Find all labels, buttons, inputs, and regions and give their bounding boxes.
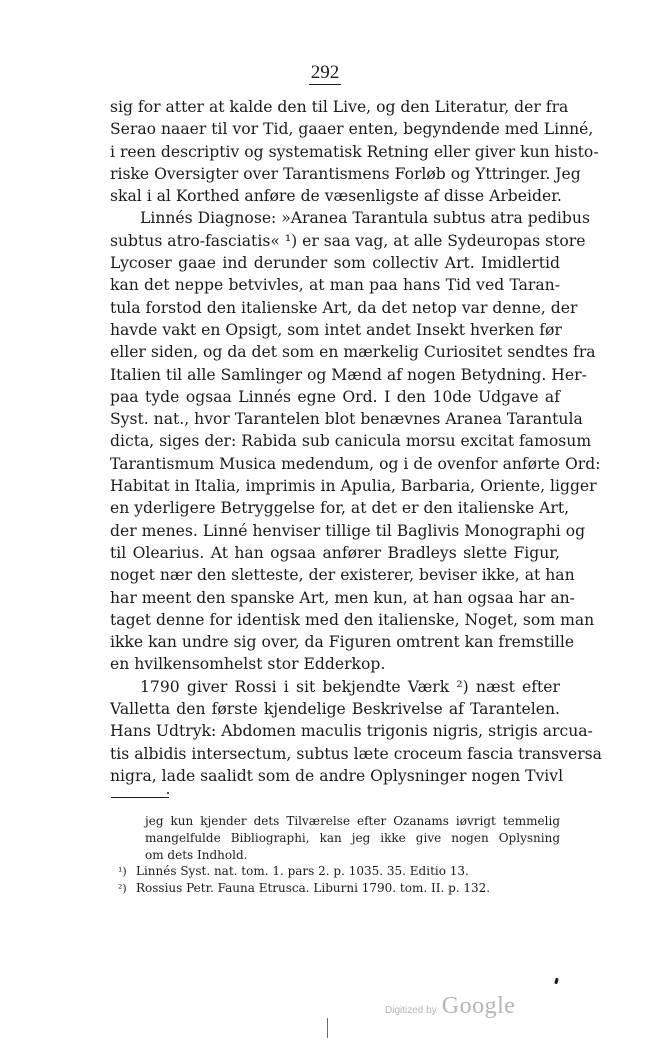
text-line: 1790 giver Rossi i sit bekjendte Værk ²) næst efter (140, 677, 560, 696)
text-line: Serao naaer til vor Tid, gaaer enten, begyndende med Linné, (110, 120, 594, 139)
text-line: dicta, siges der: Rabida sub canicula morsu excitat famosum (110, 432, 592, 451)
text-line: til Olearius. At han ogsaa anfører Bradleys slette Figur, (110, 543, 560, 562)
footnote-1 (118, 863, 560, 880)
text-line: nigra, lade saalidt som de andre Oplysninger nogen Tvivl (110, 766, 564, 785)
footnotes (118, 813, 560, 897)
footnote-marker: ²) (118, 882, 127, 896)
digitized-watermark (385, 993, 515, 1023)
footnote-rule (111, 790, 171, 802)
text-line: har meent den spanske Art, men kun, at han ogsaa har an- (110, 588, 575, 607)
text-line: tis albidis intersectum, subtus læte croceum fascia transversa (110, 744, 602, 763)
text-line: taget denne for identisk med den italienske, Noget, som man (110, 610, 595, 629)
text-line: kan det neppe betvivles, at man paa hans Tid ved Taran- (110, 276, 560, 295)
page-number-text: 292 (310, 62, 340, 83)
rule-dot (167, 792, 169, 794)
text-line: Habitat in Italia, imprimis in Apulia, Barbaria, Oriente, ligger (110, 477, 597, 496)
margin-mark (327, 1018, 328, 1038)
text-line: paa tyde ogsaa Linnés egne Ord. I den 10de Udgave af (110, 387, 560, 406)
text-line: noget nær den sletteste, der existerer, beviser ikke, at han (110, 566, 575, 585)
text-line: sig for atter at kalde den til Live, og den Literatur, der fra (110, 98, 569, 116)
text-line: Tarantismum Musica medendum, og i de ovenfor anførte Ord: (110, 454, 601, 473)
footnote-divider (111, 797, 169, 798)
footnote-marker: ¹) (118, 865, 127, 879)
text-line: Italien til alle Samlinger og Mænd af nogen Betydning. Her- (110, 365, 587, 384)
text-line: Valletta den første kjendelige Beskrivelse af Tarantelen. (110, 700, 560, 719)
text-line: havde vakt en Opsigt, som intet andet Insekt hverken før (110, 320, 562, 339)
footnote-continuation-line: mangelfulde Bibliographi, kan jeg ikke give nogen Oplysning (145, 830, 560, 845)
footnote-continuation-line: jeg kun kjender dets Tilværelse efter Ozanams iøvrigt temmelig (145, 814, 560, 828)
text-line: Lycoser gaae ind derunder som collectiv Art. Imidlertid (110, 254, 560, 273)
body-text (110, 96, 602, 787)
text-line: ikke kan undre sig over, da Figuren omtrent kan fremstille (110, 633, 575, 652)
page-number (0, 62, 650, 85)
text-line: en hvilkensomhelst stor Edderkop. (110, 655, 386, 674)
text-line: Hans Udtryk: Abdomen maculis trigonis nigris, strigis arcua- (110, 722, 593, 741)
text-line: riske Oversigter over Tarantismens Forløb og Yttringer. Jeg (110, 164, 581, 183)
footnote-text: Rossius Petr. Fauna Etrusca. Liburni 1790. tom. II. p. 132. (136, 881, 491, 896)
text-line: Syst. nat., hvor Tarantelen blot benævnes Aranea Tarantula (110, 410, 583, 429)
ink-speck (554, 978, 558, 985)
text-line: skal i al Korthed anføre de væsenligste af disse Arbeider. (110, 187, 562, 206)
text-line: eller siden, og da det som en mærkelig Curiositet sendtes fra (110, 343, 596, 362)
text-line: i reen descriptiv og systematisk Retning eller giver kun histo- (110, 142, 599, 161)
footnote-continuation-line: om dets Indhold. (145, 847, 248, 862)
text-line: en yderligere Betryggelse for, at det er den italienske Art, (110, 499, 570, 518)
watermark-prefix: Digitized by (385, 1005, 437, 1016)
footnote-2 (118, 880, 560, 897)
watermark-brand: Google (441, 993, 516, 1019)
footnote-text: Linnés Syst. nat. tom. 1. pars 2. p. 1035. 35. Editio 13. (136, 864, 469, 879)
text-line: tula forstod den italienske Art, da det netop var denne, der (110, 298, 578, 317)
text-line: subtus atro-fasciatis« ¹) er saa vag, at alle Sydeuropas store (110, 231, 586, 250)
text-line: Linnés Diagnose: »Aranea Tarantula subtus atra pedibus (140, 209, 590, 228)
text-line: der menes. Linné henviser tillige til Baglivis Monographi og (110, 521, 586, 540)
